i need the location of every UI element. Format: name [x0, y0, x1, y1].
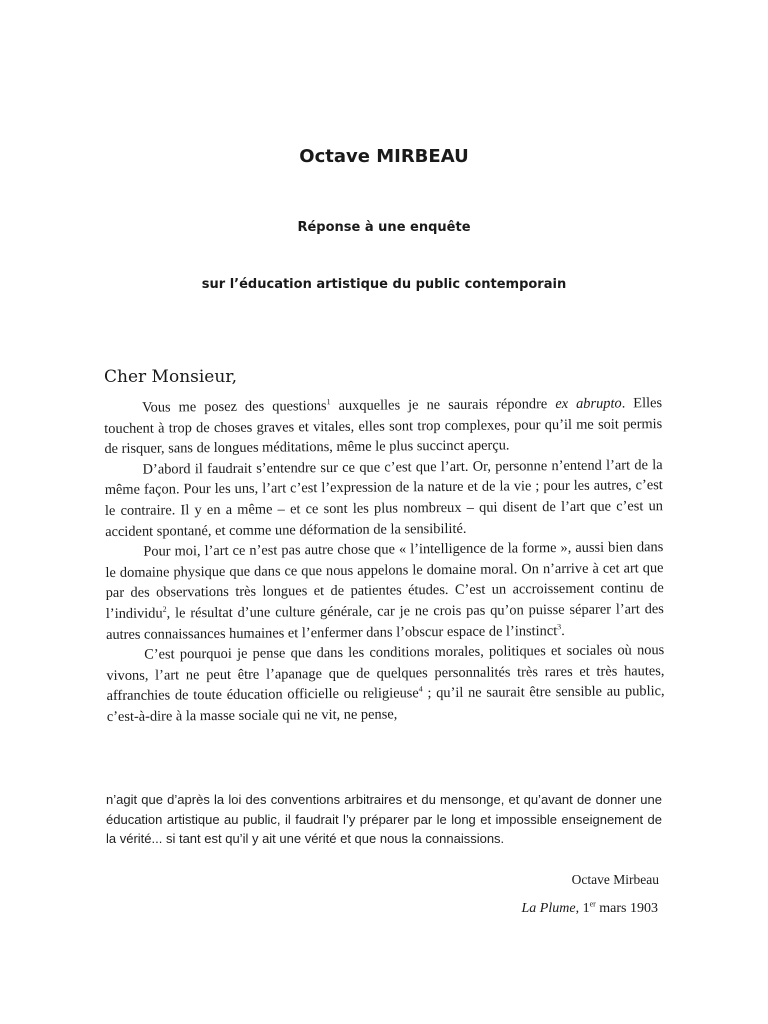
- source-ordinal: er: [589, 899, 596, 909]
- p3-text-c: .: [561, 622, 565, 639]
- letter-body-scanned: [104, 393, 665, 727]
- letter-body-typed: [106, 790, 662, 849]
- source-date: mars 1903: [595, 901, 658, 916]
- footnote-ref-4: 4: [418, 684, 423, 694]
- p4-text-a: C’est pourquoi je pense que dans les conditions morales, politiques et sociales où nous vivons, l’art ne peut être l’apanage que de quelques personnalités très rares et très hautes, affranchies de toute éducation officielle ou religieuse: [106, 642, 665, 705]
- paragraph-3: [105, 537, 664, 645]
- paragraph-2: D’abord il faudrait s’entendre sur ce que c’est que l’art. Or, personne n’entend l’art de la même façon. Pour les uns, l’art c’est l’expression de la nature et de la vie ; pour les autres, c’est le contraire. Il y en a même – et ce sont les plus nombreux – qui disent de l’art que c’est un accident spontané, et comme une déformation de la sensibilité.: [104, 456, 664, 540]
- author-heading: Octave MIRBEAU: [299, 146, 469, 167]
- footnote-ref-3: 3: [557, 621, 562, 631]
- footnote-ref-2: 2: [162, 604, 167, 614]
- source-separator: , 1: [575, 901, 590, 916]
- footnote-ref-1: 1: [326, 397, 331, 407]
- signature-name: Octave Mirbeau: [571, 872, 659, 887]
- subtitle-line-1: Réponse à une enquête: [297, 220, 471, 235]
- paragraph-4: [106, 640, 665, 727]
- subtitle-line-2: sur l’éducation artistique du public contemporain: [201, 277, 567, 292]
- p1-italic: ex abrupto: [555, 395, 622, 413]
- p1-text-c: . Elles touchent à trop de choses graves et vitales, elles sont trop complexes, pour qu’il me soit permis de risquer, sans de longues méditations, même le plus succinct aperçu.: [104, 395, 663, 458]
- paragraph-1: [104, 393, 663, 460]
- paragraph-5: n’agit que d’après la loi des conventions arbitraires et du mensonge, et qu’avant de donner une éducation artistique au public, il faudrait l’y préparer par le long et impossible enseignement de la vérité... si tant est qu’il y ait une vérité et que nous la connaissions.: [106, 792, 662, 846]
- source-reference: [522, 901, 659, 917]
- p4-text-b: ; qu’il ne saurait être sensible au public, c’est-à-dire à la masse sociale qui ne vit, ne pense,: [106, 683, 665, 725]
- salutation: Cher Monsieur,: [104, 367, 237, 387]
- source-publication: La Plume: [521, 901, 576, 916]
- p3-text-a: Pour moi, l’art ce n’est pas autre chose que « l’intelligence de la forme », aussi bien dans le domaine physique que dans ce que nous appelons le domaine moral. On n’arrive à cet art que par des observations très longues et de patientes études. C’est un accroissement continu de l’individu: [105, 539, 664, 622]
- p1-text-b: auxquelles je ne saurais répondre: [330, 396, 556, 415]
- p1-text-a: Vous me posez des questions: [142, 398, 327, 416]
- p3-text-b: , le résultat d’une culture générale, car je ne crois pas qu’on puisse séparer l’art des autres connaissances humaines et l’enfermer dans l’obscur espace de l’instinct: [105, 601, 664, 643]
